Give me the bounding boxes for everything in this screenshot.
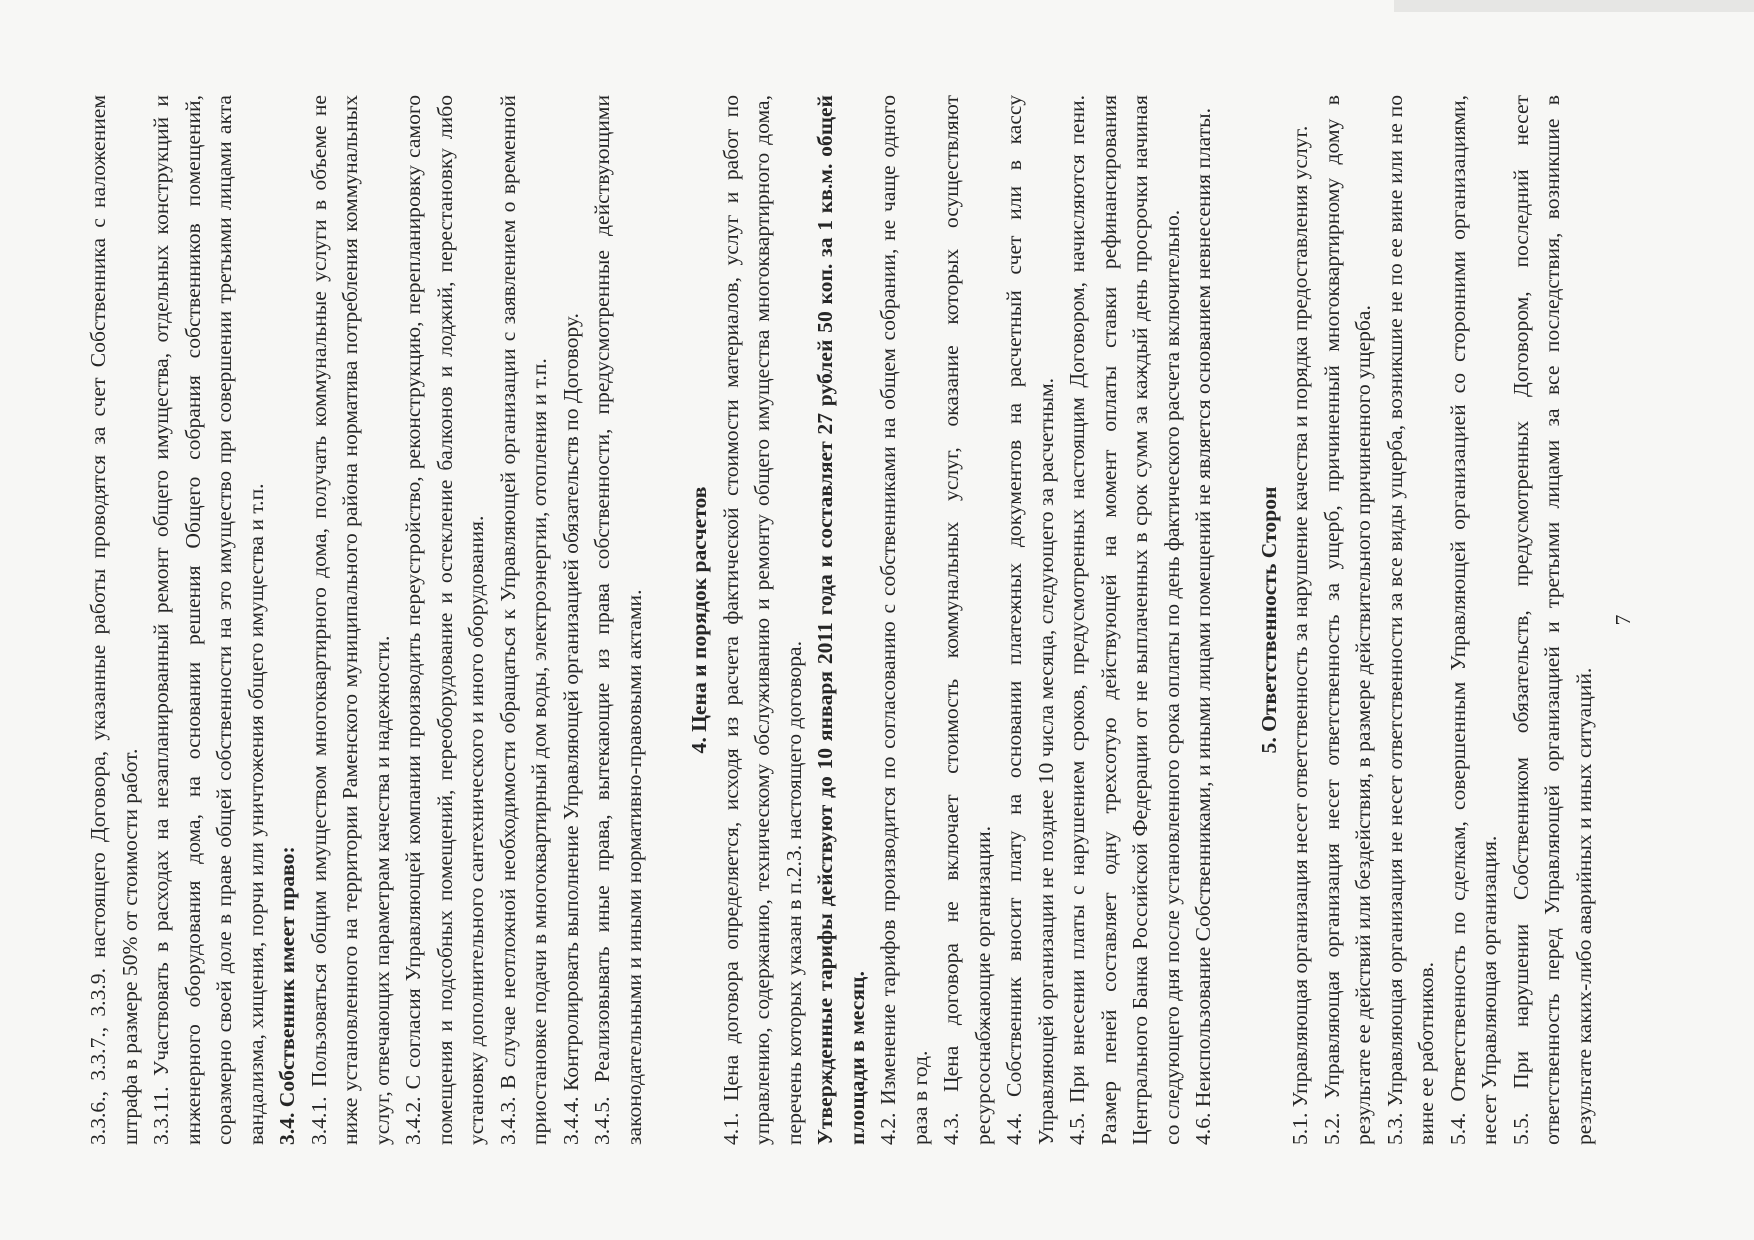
paragraph-5-5: 5.5. При нарушении Собственником обязательств, предусмотренных Договором, последний несет ответственность перед Управляющей организацией и третьими лицами за все последствия, возникшие в результате каких-либо аварийных и иных ситуаций. (1508, 95, 1596, 1145)
section-spacer (1220, 95, 1254, 1145)
paragraph-4-1-tariff (810, 95, 873, 1145)
paragraph-5-4: 5.4. Ответственность по сделкам, совершенным Управляющей организацией со сторонними организациями, несет Управляющая организация. (1445, 95, 1501, 1145)
scan-edge-shade (1394, 0, 1754, 12)
paragraph-3-4-3: 3.4.3. В случае неотложной необходимости обращаться к Управляющей организации с заявлением о временной приостановке подачи в многоквартирный дом воды, электроэнергии, отопления и т.п. (495, 95, 551, 1145)
paragraph-4-3: 4.3. Цена договора не включает стоимость коммунальных услуг, оказание которых осуществляют ресурсоснабжающие организации. (939, 95, 995, 1145)
heading-section-5: 5. Ответственность Сторон (1256, 486, 1281, 754)
paragraph-3-4-4: 3.4.4. Контролировать выполнение Управляющей организацией обязательств по Договору. (558, 313, 583, 1145)
heading-3-4 (272, 95, 304, 1145)
tariff-bold-text: Утвержденные тарифы действуют до 10 января 2011 года и составляет 27 рублей 50 коп. за 1 кв.м. общей площади в месяц. (813, 95, 869, 1145)
paragraph-4-6: 4.6. Неиспользование Собственниками, и иными лицами помещений не является основанием невнесения платы. (1191, 107, 1215, 1145)
paragraph-4-1: 4.1. Цена договора определяется, исходя из расчета фактической стоимости материалов, услуг и работ по управлению, содержанию, техническому обслуживанию и ремонту общего имущества многоквартирного дома, перечень которых указан в п.2.3. настоящего договора. (718, 95, 806, 1145)
paragraph-5-2: 5.2. Управляющая организация несет ответственность за ущерб, причиненный многоквартирному дому в результате ее действий или бездействия, в размере действительного причиненного ущерба. (1319, 95, 1375, 1145)
heading-section-4: 4. Цена и порядок расчетов (687, 486, 711, 754)
paragraph-3-3-11: 3.3.11. Участвовать в расходах на незапланированный ремонт общего имущества, отдельных конструкций и инженерного оборудования дома, на основании решения Общего собрания собственников помещений, соразмерно своей доле в праве общей собственности на это имущество при совершении третьими лицами акта вандализма, хищения, порчи или уничтожения общего имущества и т.п. (149, 95, 268, 1145)
paragraph-4-2: 4.2. Изменение тарифов производится по согласованию с собственниками на общем собрании, не чаще одного раза в год. (876, 95, 932, 1145)
heading-3-4-text: 3.4. Собственник имеет право: (275, 846, 299, 1145)
paragraph-5-3: 5.3. Управляющая организация не несет ответственности за все виды ущерба, возникшие не по ее вине или не по вине ее работников. (1382, 95, 1438, 1145)
paragraph-3-4-1: 3.4.1. Пользоваться общим имуществом многоквартирного дома, получать коммунальные услуги в объеме не ниже установленного на территории Раменского муниципального района норматива потребления коммунальных услуг, отвечающих параметрам качества и надежности. (306, 95, 394, 1145)
paragraph-3-4-2: 3.4.2. С согласия Управляющей компании производить переустройство, реконструкцию, перепланировку самого помещения и подсобных помещений, переоборудование и остекление балконов и лоджий, перестановку либо установку дополнительного сантехнического и иного оборудования. (401, 95, 488, 1145)
paragraph-5-1: 5.1. Управляющая организация несет ответственность за нарушение качества и порядка предоставления услуг. (1288, 125, 1312, 1145)
paragraph-4-5: 4.5. При внесении платы с нарушением сроков, предусмотренных настоящим Договором, начисляются пени. Размер пеней составляет одну трехсотую действующей на момент оплаты ставки рефинансирования Центрального Банка Российской Федерации от не выплаченных в срок сумм за каждый день просрочки начиная со следующего дня после установленного срока оплаты по день фактического расчета включительно. (1065, 95, 1184, 1145)
paragraph-3-3-6: 3.3.6., 3.3.7., 3.3.9. настоящего Договора, указанные работы проводятся за счет Собственника с наложением штрафа в размере 50% от стоимости работ. (86, 95, 142, 1145)
page-number: 7 (1611, 614, 1635, 626)
paragraph-3-4-5: 3.4.5. Реализовывать иные права, вытекающие из права собственности, предусмотренные действующими законодательными и иными нормативно-правовыми актами. (590, 95, 646, 1145)
section-spacer (650, 95, 684, 1145)
rotated-text-block (57, 55, 1697, 1185)
paragraph-4-4: 4.4. Собственник вносит плату на основании платежных документов на расчетный счет или в кассу Управляющей организации не позднее 10 числа месяца, следующего за расчетным. (1002, 95, 1058, 1145)
